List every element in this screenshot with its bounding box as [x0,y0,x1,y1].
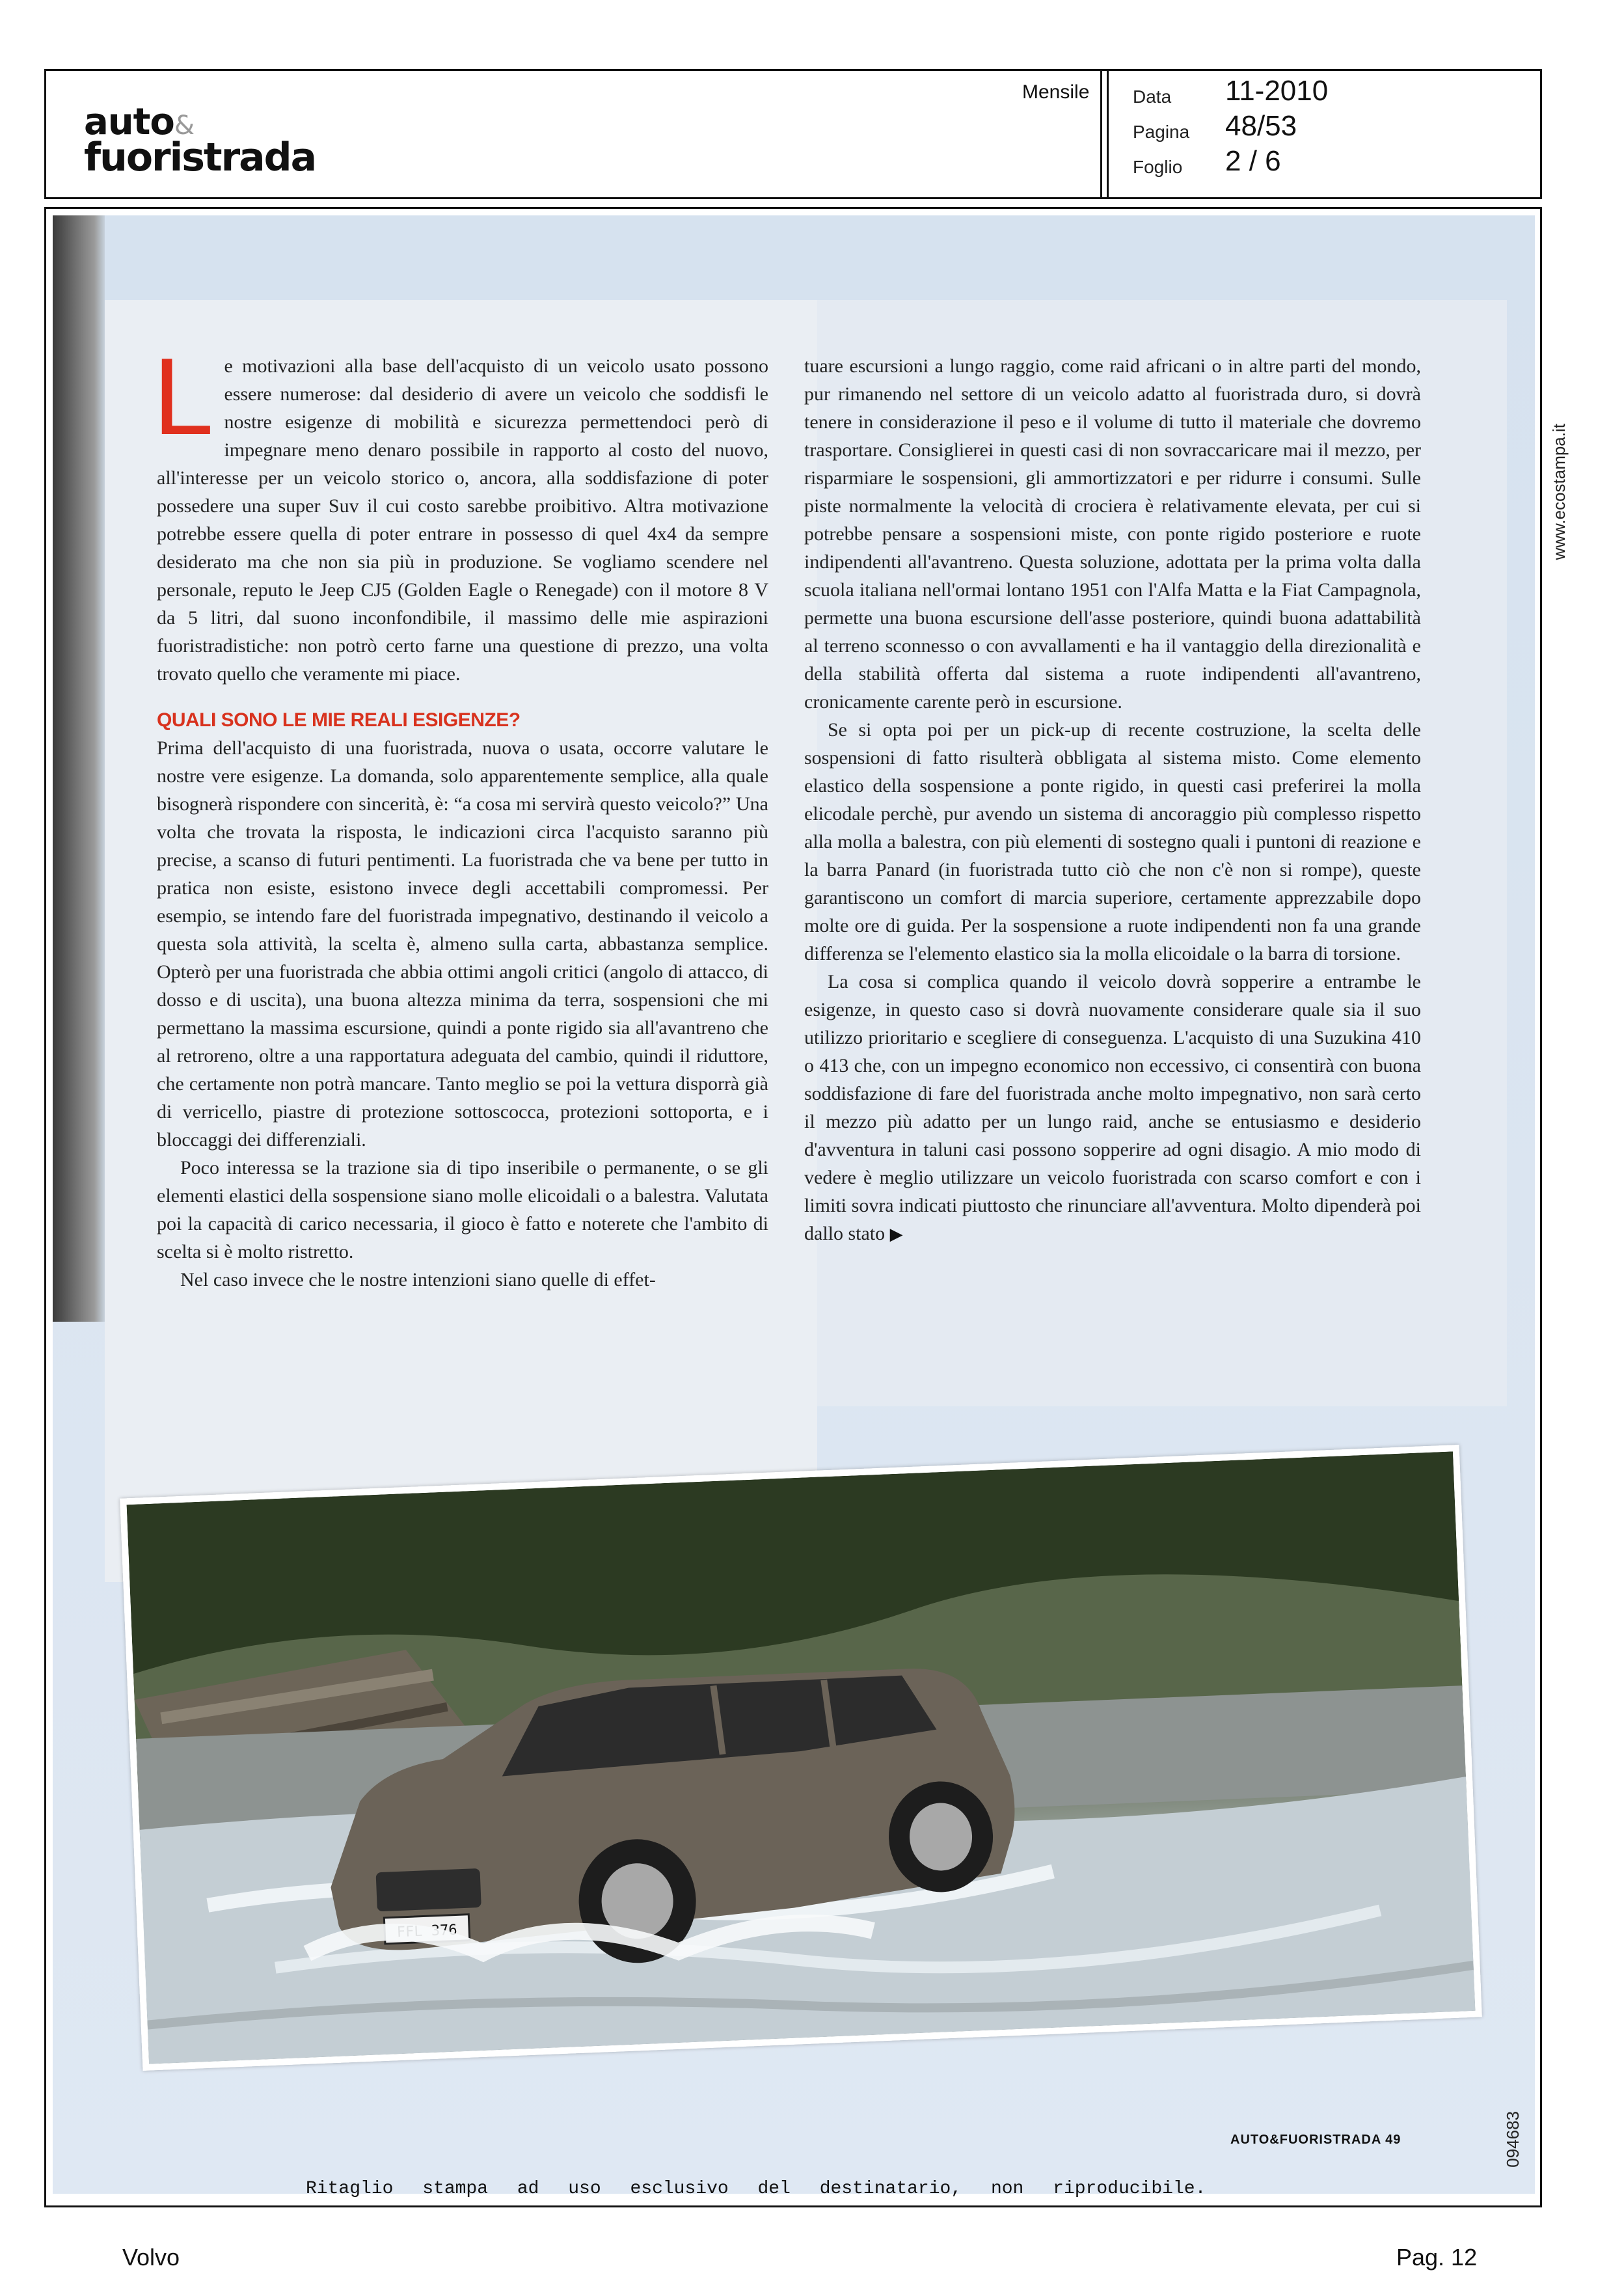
clipping-frame [44,207,1569,2207]
header-divider [1100,71,1102,197]
drop-cap: L [153,335,214,457]
logo-ampersand: & [174,111,195,141]
clipping-notice: Ritaglio stampa ad uso esclusivo del destinatario, non riproducibile. [306,2179,1206,2199]
magazine-page-footer: AUTO&FUORISTRADA 49 [1230,2133,1401,2147]
periodicity: Mensile [1022,81,1090,103]
logo-line1: auto [84,101,174,143]
page-value: 48/53 [1225,110,1297,142]
car-photo [120,1445,1482,2071]
magazine-logo [84,101,316,181]
logo-line2: fuoristrada [84,135,316,181]
page-edge-photo [53,215,105,1322]
paragraph: La cosa si complica quando il veicolo dovrà sopperire a entrambe le esigenze, in questo caso si dovrà nuovamente considerare quale sia il suo utilizzo prioritario e scegliere di conseguenza. L'acquisto di una Suzukina 410 o 413 che, con un impegno economico non eccessivo, ci consentirà con buona soddisfazione di fare del fuoristrada anche molto impegnativo, non sarà certo il mezzo più adatto per un lungo raid, anche se entusiasmo e desiderio d'avventura in taluni casi possono sopperire ad ogni disagio. A mio modo di vedere è meglio utilizzare un veicolo fuoristrada con scarso comfort e con i limiti sovra indicati piuttosto che rinunciare all'avventura. Molto dipenderà poi dallo stato [804,971,1421,1244]
paragraph: Prima dell'acquisto di una fuoristrada, nuova o usata, occorre valutare le nostre vere esigenze. La domanda, solo apparentemente semplice, alla quale bisognerà rispondere con sincerità, è: “a cosa mi servirà questo veicolo?” Una volta che trovata la risposta, le indicazioni circa l'acquisto saranno più precise, a scanso di futuri pentimenti. La fuoristrada che va bene per tutto in pratica non esiste, esistono invece degli accettabili compromessi. Per esempio, se intendo fare del fuoristrada impegnativo, destinando il veicolo a questa sola attività, la scelta è, almeno sulla carta, abbastanza semplice. Opterò per una fuoristrada che abbia ottimi angoli critici (angolo di attacco, di dosso e di uscita), una buona altezza minima da terra, sospensioni che mi permettano la massima escursione, quindi a ponte rigido sia all'avantreno che al retroreno, oltre a una rapportatura adeguata del cambio, quindi il riduttore, che certamente non potrà mancare. Tanto meglio se poi la vettura disporrà già di verricello, piastre di protezione sottoscocca, protezioni sottoporta, e i bloccaggi dei differenziali. [157,737,768,1151]
paragraph: tuare escursioni a lungo raggio, come raid africani o in altre parti del mondo, pur rimanendo nel settore di un veicolo adatto al fuoristrada duro, si dovrà tenere in considerazione il peso e il volume di tutto il materiale che dovremo trasportare. Consiglierei in questi casi di non sovraccaricare mai il mezzo, per risparmiare le sospensioni, gli ammortizzatori e per ridurre i consumi. Sulle piste normalmente la velocità di crociera è relativamente elevata, per cui si potrebbe pensare a sospensioni miste, con ponte rigido posteriore e ruote indipendenti all'avantreno. Questa soluzione, adottata per la prima volta dalla scuola italiana nell'ormai lontano 1951 con l'Alfa Matta e la Fiat Campagnola, permette una buona escursione dell'asse posteriore, quindi buona adattabilità al terreno sconnesso o con avvallamenti e ha il vantaggio della direzionalità e della stabilità offerta dal sistema a ruote indipendenti all'avantreno, cronicamente carente però in escursione. [804,355,1421,713]
paragraph-intro: e motivazioni alla base dell'acquisto di un veicolo usato possono essere numerose: dal desiderio di avere un veicolo che soddisfi le nostre esigenze di mobilità e sicurezza permettendoci però di impegnare meno denaro possibile in rapporto al costo del nuovo, all'interesse per un veicolo storico o, ancora, alla soddisfazione di poter possedere una super Suv il cui costo sarebbe proibitivo. Altra motivazione potrebbe essere quella di poter entrare in possesso di quel 4x4 da sempre desiderato ma che non sia più in produzione. Se vogliamo scendere nel personale, reputo le Jeep CJ5 (Golden Eagle o Renegade) con il motore 8 V da 5 litri, dal suono inconfondibile, il massimo delle mie aspirazioni fuoristradistiche: non potrò certo farne una questione di prezzo, una volta trovato quello che veramente mi piace. [157,355,768,685]
paragraph: Nel caso invece che le nostre intenzioni siano quelle di effet- [180,1269,656,1290]
sheet-value: 2 / 6 [1225,145,1281,177]
article-column-left [153,335,768,1294]
header-divider [1107,71,1109,197]
client-name: Volvo [122,2244,180,2271]
date-value: 11-2010 [1225,75,1329,107]
paragraph: Se si opta poi per un pick-up di recente costruzione, la scelta delle sospensioni di fatto risulterà obbligata al sistema misto. Come elemento elastico della sospensione a ponte rigido, in questi casi preferirei la molla elicodale perchè, pur avendo un sistema di ancoraggio più complesso rispetto alla molla a balestra, con più elementi di sostegno quali i puntoni di reazione e la barra Panard (in fuoristrada tutto ciò che non c'è non si rompe), queste garantiscono un comfort di marcia superiore, certamente apprezzabile dopo molte ore di guida. Per la sospensione a ruote indipendenti non fa una grande differenza se l'elemento elastico sia la molla elicoidale o la barra di torsione. [804,719,1421,964]
url-text: www.ecostampa.it [1549,424,1569,560]
continue-arrow-icon: ▶ [889,1225,903,1244]
page-label: Pagina [1133,122,1190,142]
page-number: Pag. 12 [1396,2244,1478,2271]
ecostampa-url [1549,424,1575,619]
car-illustration [127,1451,1476,2064]
code-text: 094683 [1503,2111,1522,2168]
paragraph: Poco interessa se la trazione sia di tipo inseribile o permanente, o se gli elementi elastici della sospensione siano molle elicoidali o a balestra. Valutata poi la capacità di carico necessaria, il gioco è fatto e noterete che l'ambito di scelta si è molto ristretto. [157,1157,768,1262]
article-column-right [804,352,1421,1249]
magazine-page [53,215,1535,2194]
clipping-header [44,69,1542,199]
date-label: Data [1133,87,1172,107]
section-heading: QUALI SONO LE MIE REALI ESIGENZE? [157,709,521,731]
license-plate: FFL 376 [396,1922,458,1941]
sheet-label: Foglio [1133,157,1183,177]
